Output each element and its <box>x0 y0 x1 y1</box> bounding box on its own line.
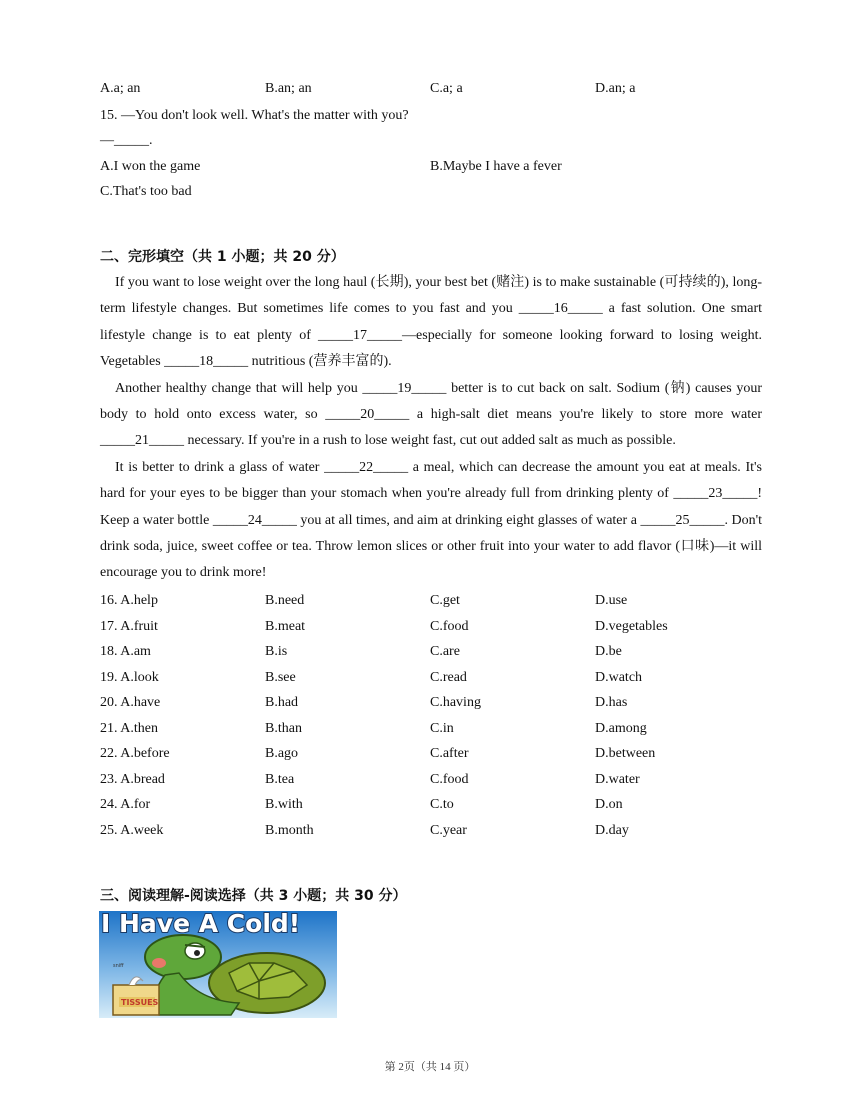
cloze-option-c: C.after <box>430 746 469 761</box>
cloze-option-d: D.vegetables <box>595 618 668 634</box>
cloze-option-b: B.need <box>265 593 305 608</box>
cold-turtle-image <box>99 911 337 1018</box>
q14-options <box>100 81 760 101</box>
cloze-option-d: D.water <box>595 771 640 787</box>
cloze-option-b: B.see <box>265 669 296 685</box>
cloze-option-b: B.had <box>265 695 299 710</box>
cloze-option-d: D.day <box>595 822 629 838</box>
cloze-paragraph-1: If you want to lose weight over the long haul (长期), your best bet (赌注) is to make sustainable (可持续的), long-term lifestyle changes. But sometimes life comes to you fast and you _____16_____ a fast solution. One smart lifestyle change is to eat plenty of _____17_____—especially for someone looking forward to losing weight. Vegetables _____18_____ nutritious (营养丰富的). <box>100 275 762 370</box>
cloze-option-a: 21. A.then <box>100 720 158 736</box>
cloze-option-b: B.meat <box>265 618 306 634</box>
cloze-passage <box>100 270 762 587</box>
cloze-option-a: 24. A.for <box>100 797 151 812</box>
q14-option-a: A.a; an <box>100 81 141 96</box>
cloze-option-c: C.to <box>430 797 454 812</box>
cloze-option-d: D.has <box>595 695 628 710</box>
cloze-option-c: C.food <box>430 618 469 634</box>
cloze-paragraph-3: It is better to drink a glass of water _____22_____ a meal, which can decrease the amount you eat at meals. It's hard for your eyes to be bigger than your stomach when you're already full from drinking plenty of _____23_____! Keep a water bottle _____24_____ you at all times, and aim at drinking eight glasses of water a _____25_____. Don't drink soda, juice, sweet coffee or tea. Throw lemon slices or other fruit into your water to add flavor (口味)—it will encourage you to drink more! <box>100 459 762 581</box>
cloze-option-d: D.between <box>595 746 656 761</box>
q14-option-c: C.a; a <box>430 81 463 96</box>
q15-option-c: C.That's too bad <box>100 184 192 199</box>
cloze-paragraph-2: Another healthy change that will help you _____19_____ better is to cut back on salt. Sodium (钠) causes your body to hold onto excess water, so _____20_____ a high-salt diet means you're likely to store more water _____21_____ necessary. If you're in a rush to lose weight fast, cut out added salt as much as possible. <box>100 380 762 449</box>
cloze-option-c: C.read <box>430 669 467 685</box>
cloze-option-c: C.having <box>430 695 481 710</box>
cloze-option-a: 16. A.help <box>100 593 158 608</box>
cloze-option-c: C.in <box>430 720 454 736</box>
cloze-option-a: 22. A.before <box>100 746 170 761</box>
q15-option-b: B.Maybe I have a fever <box>430 159 562 174</box>
cloze-option-a: 25. A.week <box>100 822 164 838</box>
svg-text:sniff: sniff <box>113 963 124 969</box>
q15-blank: —_____. <box>100 133 153 148</box>
cloze-option-row <box>100 670 760 690</box>
q15-option-a: A.I won the game <box>100 159 201 174</box>
q14-option-b: B.an; an <box>265 81 312 96</box>
cloze-option-row <box>100 695 760 715</box>
cloze-option-row <box>100 619 760 639</box>
cloze-option-row <box>100 823 760 843</box>
q14-option-d: D.an; a <box>595 81 636 96</box>
cloze-option-b: B.month <box>265 822 314 838</box>
cloze-option-row <box>100 593 760 613</box>
cloze-option-c: C.get <box>430 593 460 608</box>
cloze-option-b: B.with <box>265 797 303 812</box>
section2-title: 二、完形填空（共 1 小题；共 20 分） <box>100 249 345 265</box>
image-title: I Have A Cold! <box>101 911 301 938</box>
cloze-option-a: 23. A.bread <box>100 771 165 787</box>
cloze-option-d: D.be <box>595 644 622 659</box>
tissues-label: TISSUES <box>121 998 159 1007</box>
cloze-option-row <box>100 644 760 664</box>
section3-title: 三、阅读理解-阅读选择（共 3 小题；共 30 分） <box>100 888 407 904</box>
cloze-option-a: 20. A.have <box>100 695 161 710</box>
q15-stem: 15. —You don't look well. What's the matter with you? <box>100 108 409 123</box>
cloze-option-b: B.than <box>265 720 302 736</box>
cloze-option-row <box>100 772 760 792</box>
cloze-option-d: D.watch <box>595 669 643 685</box>
cloze-option-a: 17. A.fruit <box>100 618 158 634</box>
cloze-option-a: 18. A.am <box>100 644 151 659</box>
cloze-option-c: C.are <box>430 644 460 659</box>
cloze-option-d: D.use <box>595 593 628 608</box>
cloze-option-row <box>100 721 760 741</box>
page-footer: 第 2页（共 14 页） <box>384 1061 476 1073</box>
cloze-option-row <box>100 797 760 817</box>
cloze-option-b: B.tea <box>265 771 295 787</box>
cloze-option-c: C.year <box>430 822 467 838</box>
cloze-option-b: B.is <box>265 644 288 659</box>
cloze-option-c: C.food <box>430 771 469 787</box>
cloze-option-d: D.among <box>595 720 647 736</box>
cloze-option-b: B.ago <box>265 746 299 761</box>
cloze-option-row <box>100 746 760 766</box>
cloze-option-a: 19. A.look <box>100 669 159 685</box>
cloze-option-d: D.on <box>595 797 623 812</box>
